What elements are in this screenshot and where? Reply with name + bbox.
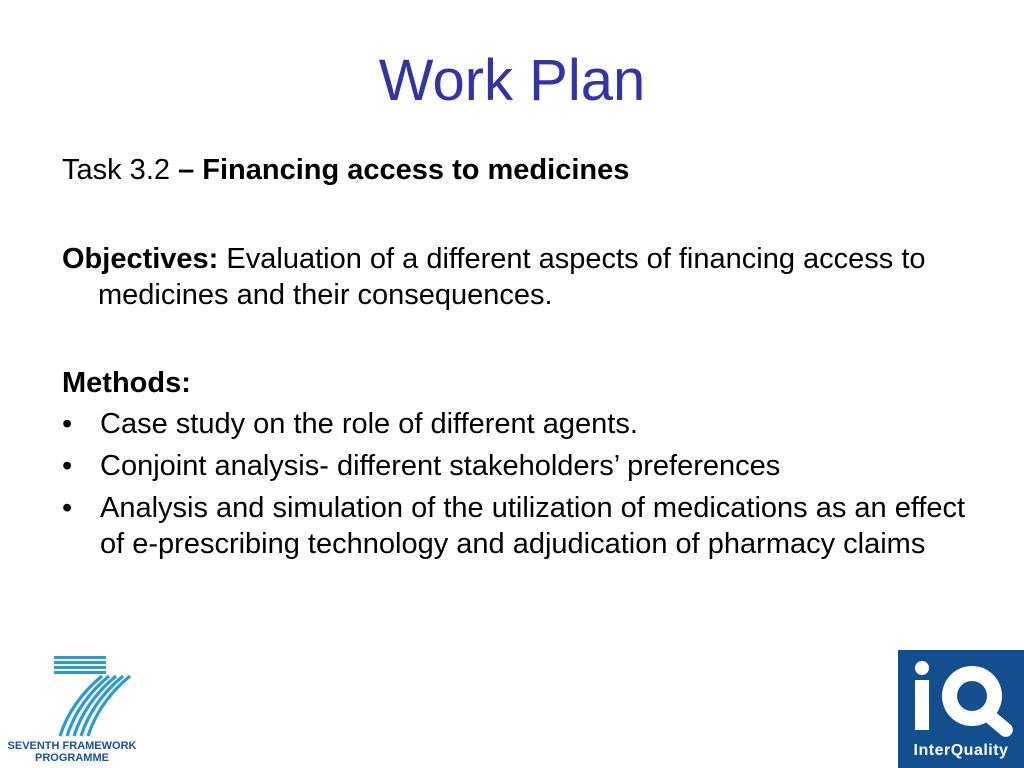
iq-mark-icon — [898, 650, 1024, 742]
interquality-logo — [898, 650, 1024, 768]
method-text: Analysis and simulation of the utilization of medications as an effect of e-prescribing technology and adjudication of pharmacy claims — [100, 492, 966, 560]
list-item — [62, 406, 992, 442]
fp7-line1: SEVENTH FRAMEWORK — [7, 740, 137, 752]
bullet-icon: • — [62, 450, 73, 482]
method-text: Conjoint analysis- different stakeholders’ preferences — [100, 450, 781, 482]
iq-wordmark: InterQuality — [913, 742, 1009, 759]
method-text: Case study on the role of different agents. — [100, 408, 638, 440]
slide-title: Work Plan — [378, 48, 646, 113]
task-title: – Financing access to medicines — [178, 154, 630, 186]
bullet-icon: • — [62, 408, 73, 440]
objectives-label: Objectives: — [62, 243, 219, 275]
list-item — [62, 490, 992, 562]
fp7-line2: PROGRAMME — [35, 752, 109, 764]
fp7-logo — [6, 656, 138, 764]
list-item — [62, 448, 992, 484]
task-line — [62, 152, 992, 188]
methods-label: Methods: — [62, 367, 191, 399]
slide-body — [62, 152, 992, 568]
objectives-paragraph — [62, 241, 992, 313]
fp7-seven-icon — [6, 656, 138, 738]
objectives-text: Evaluation of a different aspects of financing access to medicines and their consequences. — [98, 243, 926, 311]
task-prefix: Task 3.2 — [62, 154, 179, 186]
bullet-icon: • — [62, 492, 73, 524]
methods-list — [62, 406, 992, 562]
